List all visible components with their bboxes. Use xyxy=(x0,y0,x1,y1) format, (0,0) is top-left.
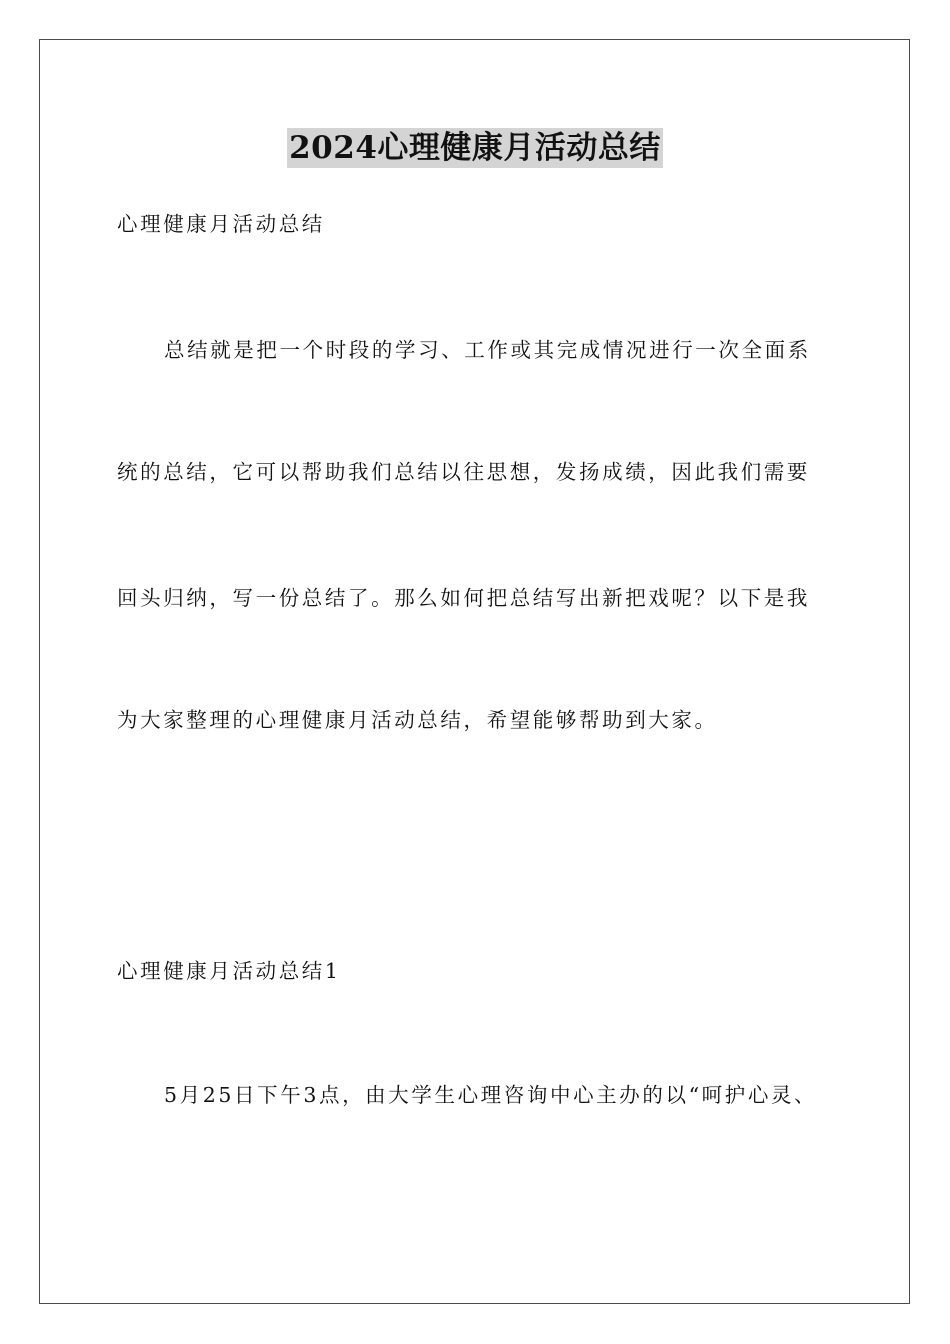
intro-line-4: 为大家整理的心理健康月活动总结，希望能够帮助到大家。 xyxy=(117,708,718,732)
document-title: 2024心理健康月活动总结 xyxy=(289,130,661,166)
section-paragraph-line-1: 5月25日下午3点，由大学生心理咨询中心主办的以“呵护心灵、 xyxy=(164,1083,818,1107)
document-subtitle: 心理健康月活动总结 xyxy=(117,212,325,236)
section-heading: 心理健康月活动总结1 xyxy=(117,959,341,983)
title-container xyxy=(0,128,950,168)
intro-line-3: 回头归纳，写一份总结了。那么如何把总结写出新把戏呢？以下是我 xyxy=(117,586,810,610)
intro-line-1: 总结就是把一个时段的学习、工作或其完成情况进行一次全面系 xyxy=(164,338,811,362)
intro-line-2: 统的总结，它可以帮助我们总结以往思想，发扬成绩，因此我们需要 xyxy=(117,460,810,484)
